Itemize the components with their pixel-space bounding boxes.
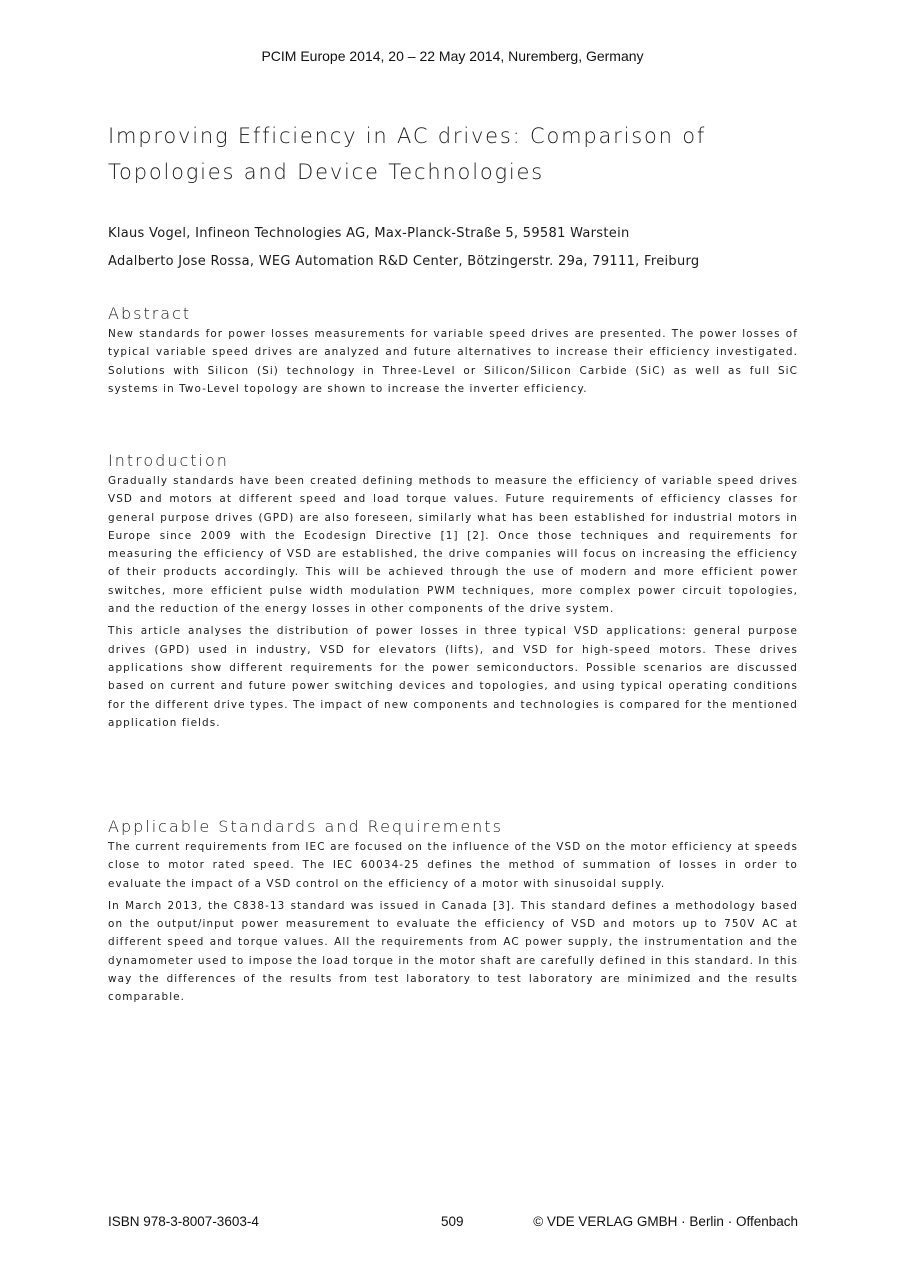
- introduction-paragraph-2: This article analyses the distribution of power losses in three typical VSD applications: general purpose drives (GPD) used in industry, VSD for elevators (lifts), and VSD for high-speed motors. These drives applications show different requirements for the power semiconductors. Possible scenarios are discussed based on current and future power switching devices and topologies, and using typical operating conditions for the different drive types. The impact of new components and technologies is compared for the mentioned application fields.: [108, 625, 798, 729]
- page-footer: [108, 1214, 798, 1232]
- standards-paragraph-1: The current requirements from IEC are focused on the influence of the VSD on the motor efficiency at speeds close to motor rated speed. The IEC 60034-25 defines the method of summation of losses in order to evaluate the impact of a VSD control on the efficiency of a motor with sinusoidal supply.: [108, 841, 798, 890]
- title-line-1: Improving Efficiency in AC drives: Comparison of: [108, 124, 707, 148]
- standards-paragraph-2: In March 2013, the C838-13 standard was issued in Canada [3]. This standard defines a methodology based on the output/input power measurement to evaluate the efficiency of VSD and motors up to 750V AC at different speed and torque values. All the requirements from AC power supply, the instrumentation and the dynamometer used to impose the load torque in the motor shaft are carefully defined in this standard. In this way the differences of the results from test laboratory to test laboratory are minimized and the results comparable.: [108, 899, 798, 1004]
- introduction-section: [108, 451, 798, 736]
- abstract-heading: Abstract: [108, 304, 192, 323]
- conference-header: PCIM Europe 2014, 20 – 22 May 2014, Nuremberg, Germany: [261, 48, 644, 64]
- standards-section: [108, 817, 798, 1011]
- footer-isbn: ISBN 978-3-8007-3603-4: [108, 1214, 259, 1229]
- author-line-1: Klaus Vogel, Infineon Technologies AG, Max-Planck-Straße 5, 59581 Warstein: [108, 226, 630, 241]
- title-line-2: Topologies and Device Technologies: [108, 160, 544, 184]
- author-block: [108, 220, 808, 276]
- abstract-paragraph: New standards for power losses measurements for variable speed drives are presented. The power losses of typical variable speed drives are analyzed and future alternatives to increase their efficiency investigated. Solutions with Silicon (Si) technology in Three-Level or Silicon/Silicon Carbide (SiC) as well as full SiC systems in Two-Level topology are shown to increase the inverter efficiency.: [108, 328, 798, 395]
- author-line-2: Adalberto Jose Rossa, WEG Automation R&D Center, Bötzingerstr. 29a, 79111, Freiburg: [108, 254, 700, 269]
- footer-page-number: 509: [441, 1214, 464, 1229]
- paper-title: [108, 118, 798, 190]
- introduction-heading: Introduction: [108, 451, 229, 470]
- abstract-section: [108, 304, 798, 402]
- introduction-paragraph-1: Gradually standards have been created defining methods to measure the efficiency of variable speed drives VSD and motors at different speed and load torque values. Future requirements of efficiency classes for general purpose drives (GPD) are also foreseen, similarly what has been established for industrial motors in Europe since 2009 with the Ecodesign Directive [1] [2]. Once those techniques and requirements for measuring the efficiency of VSD are established, the drive companies will focus on increasing the efficiency of their products accordingly. This will be achieved through the use of modern and more efficient power switches, more efficient pulse width modulation PWM techniques, more complex power circuit topologies, and the reduction of the energy losses in other components of the drive system.: [108, 475, 798, 616]
- standards-heading: Applicable Standards and Requirements: [108, 817, 503, 836]
- footer-publisher: © VDE VERLAG GMBH · Berlin · Offenbach: [533, 1214, 798, 1229]
